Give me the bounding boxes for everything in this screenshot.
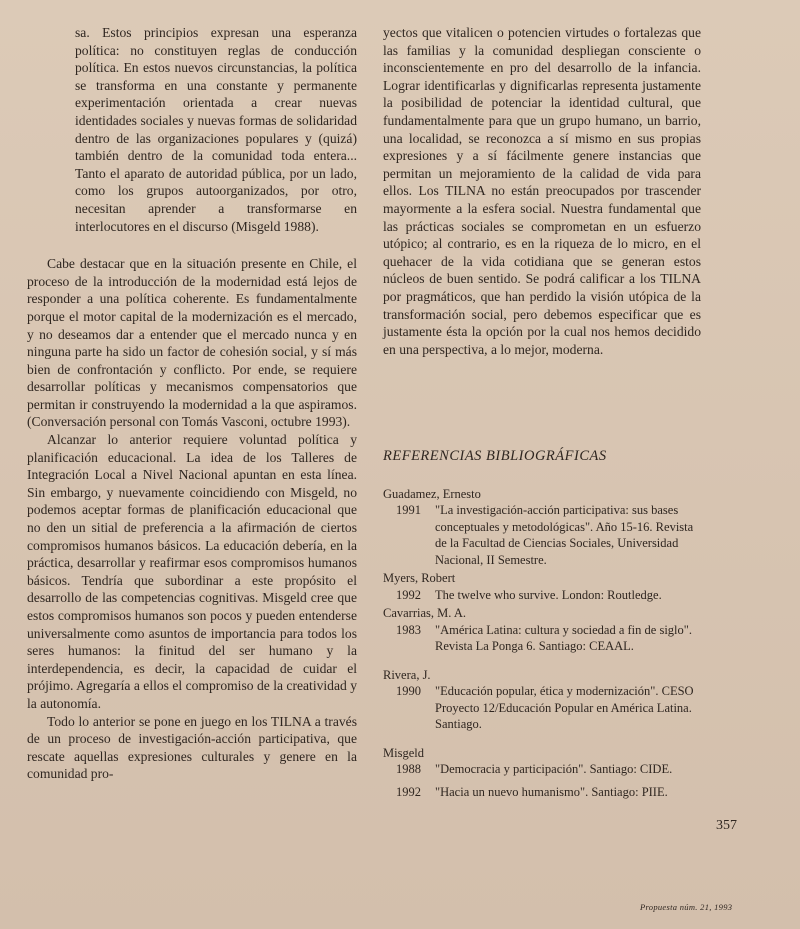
reference-year: 1991	[396, 503, 421, 518]
right-column	[383, 24, 701, 800]
reference-year: 1992	[396, 587, 421, 602]
reference-author: Rivera, J.	[383, 667, 431, 682]
spacer	[383, 733, 701, 743]
reference-author: Cavarrias, M. A.	[383, 606, 466, 621]
reference-year: 1992	[396, 784, 421, 799]
block-quote: sa. Estos principios expresan una esperanza política: no constituyen reglas de conducción política. En estos nuevos circunstancias, la política se transforma en una constante y permanente experimentación orientada a crear nuevas identidades sociales y nuevas formas de solidaridad dentro de las organizaciones populares y (quizá) también dentro de la comunidad toda entera... Tanto el aparato de autoridad pública, por un lado, como los grupos autoorganizados, por otro, necesitan aprender a transformarse en interlocutores en el discurso (Misgeld 1988).	[75, 25, 357, 234]
reference-author: Myers, Robert	[383, 571, 456, 586]
reference-year: 1990	[396, 684, 421, 699]
paragraph-planificacion: Alcanzar lo anterior requiere voluntad política y planificación educacional. La idea de los Talleres de Integración Local a Nivel Nacional apuntan en esta línea. Sin embargo, y nuevamente coincidiendo con Misgeld, no podemos aceptar formas de planificación educacional que no den un sitial de preferencia a la afirmación de ciertos compromisos humanos básicos. La educación debería, en la práctica, desarrollar y reafirmar esos compromisos humanos básicos. Tendría que subordinar a este propósito el desarrollo de las competencias cognitivas. Misgeld cree que estos compromisos humanos son pocos y pueden entenderse universalmente como asuntos de importancia para todos los seres humanos: la finitud del ser humano y la interdependencia, es decir, la capacidad de cuidar el prójimo. Agregaría a ellos el compromiso de la creatividad y la autonomía.	[27, 432, 357, 711]
reference-entry	[383, 784, 701, 801]
reference-entry	[383, 587, 701, 604]
reference-author: Guadamez, Ernesto	[383, 486, 481, 501]
paragraph-modernidad: Cabe destacar que en la situación presente en Chile, el proceso de la introducción de la modernidad está lejos de responder a una política coherente. Es fundamentalmente porque el motor capital de la modernización es el mercado, y no deseamos dar a entender que el mercado nunca y en ninguna parte ha sido un factor de cohesión social, y sí más bien de confrontación y conflicto. Por ende, se requiere desarrollar políticas y mecanismos compensatorios que permitan ir construyendo la modernidad a la que aspiramos. (Conversación personal con Tomás Vasconi, octubre 1993).	[27, 256, 357, 430]
reference-text: "Educación popular, ética y modernización". CESO Proyecto 12/Educación Popular en América Latina. Santiago.	[435, 684, 694, 732]
references-heading: REFERENCIAS BIBLIOGRÁFICAS	[383, 448, 607, 465]
reference-text: "La investigación-acción participativa: sus bases conceptuales y metodológicas". Año 15-16. Revista de la Facultad de Ciencias Sociales, Universidad Nacional, II Semestre.	[435, 503, 694, 567]
page-number: 357	[716, 818, 737, 833]
reference-entry	[383, 622, 701, 655]
reference-text: "América Latina: cultura y sociedad a fin de siglo". Revista La Ponga 6. Santiago: CEAAL.	[435, 622, 692, 654]
reference-entry	[383, 502, 701, 568]
reference-entry	[383, 683, 701, 733]
spacer	[383, 655, 701, 665]
paragraph-continuation: yectos que vitalicen o potencien virtudes o fortalezas que las familias y la comunidad despliegan consciente o inconscientemente en pro del desarrollo de la infancia. Lograr identificarlas y dignificarlas representa justamente la posibilidad de potenciar la identidad cultural, que fundamentalmente para que un grupo humano, un barrio, una localidad, se reconozca a sí mismo en sus propias expresiones y a sí fácilmente genere instancias que permitan un mejoramiento de la calidad de vida para ellos. Los TILNA no están preocupados por trascender mayormente a la esfera social. Nuestra fundamental que las prácticas sociales se comprometan en un esfuerzo utópico; al contrario, es en la riqueza de lo micro, en el quehacer de la vida cotidiana que se generan estos núcleos de buen sentido. Se podrá calificar a los TILNA por pragmáticos, que han perdido la visión utópica de la transformación social, pero debemos especificar que es justamente ésta la opción por la cual nos hemos decidido en una perspectiva, a lo mejor, moderna.	[383, 25, 701, 357]
reference-text: "Hacia un nuevo humanismo". Santiago: PIIE.	[435, 784, 668, 799]
reference-author: Misgeld	[383, 745, 424, 760]
running-footer: Propuesta núm. 21, 1993	[640, 902, 733, 912]
reference-year: 1988	[396, 762, 421, 777]
left-column	[27, 24, 357, 783]
reference-entry	[383, 761, 701, 778]
paragraph-tilna: Todo lo anterior se pone en juego en los TILNA a través de un proceso de investigación-acción participativa, que rescate aquellas expresiones culturales y genere en la comunidad pro-	[27, 713, 357, 782]
reference-text: The twelve who survive. London: Routledge.	[435, 587, 662, 602]
reference-list	[383, 486, 701, 801]
reference-year: 1983	[396, 622, 421, 637]
reference-text: "Democracia y participación". Santiago: CIDE.	[435, 762, 673, 777]
